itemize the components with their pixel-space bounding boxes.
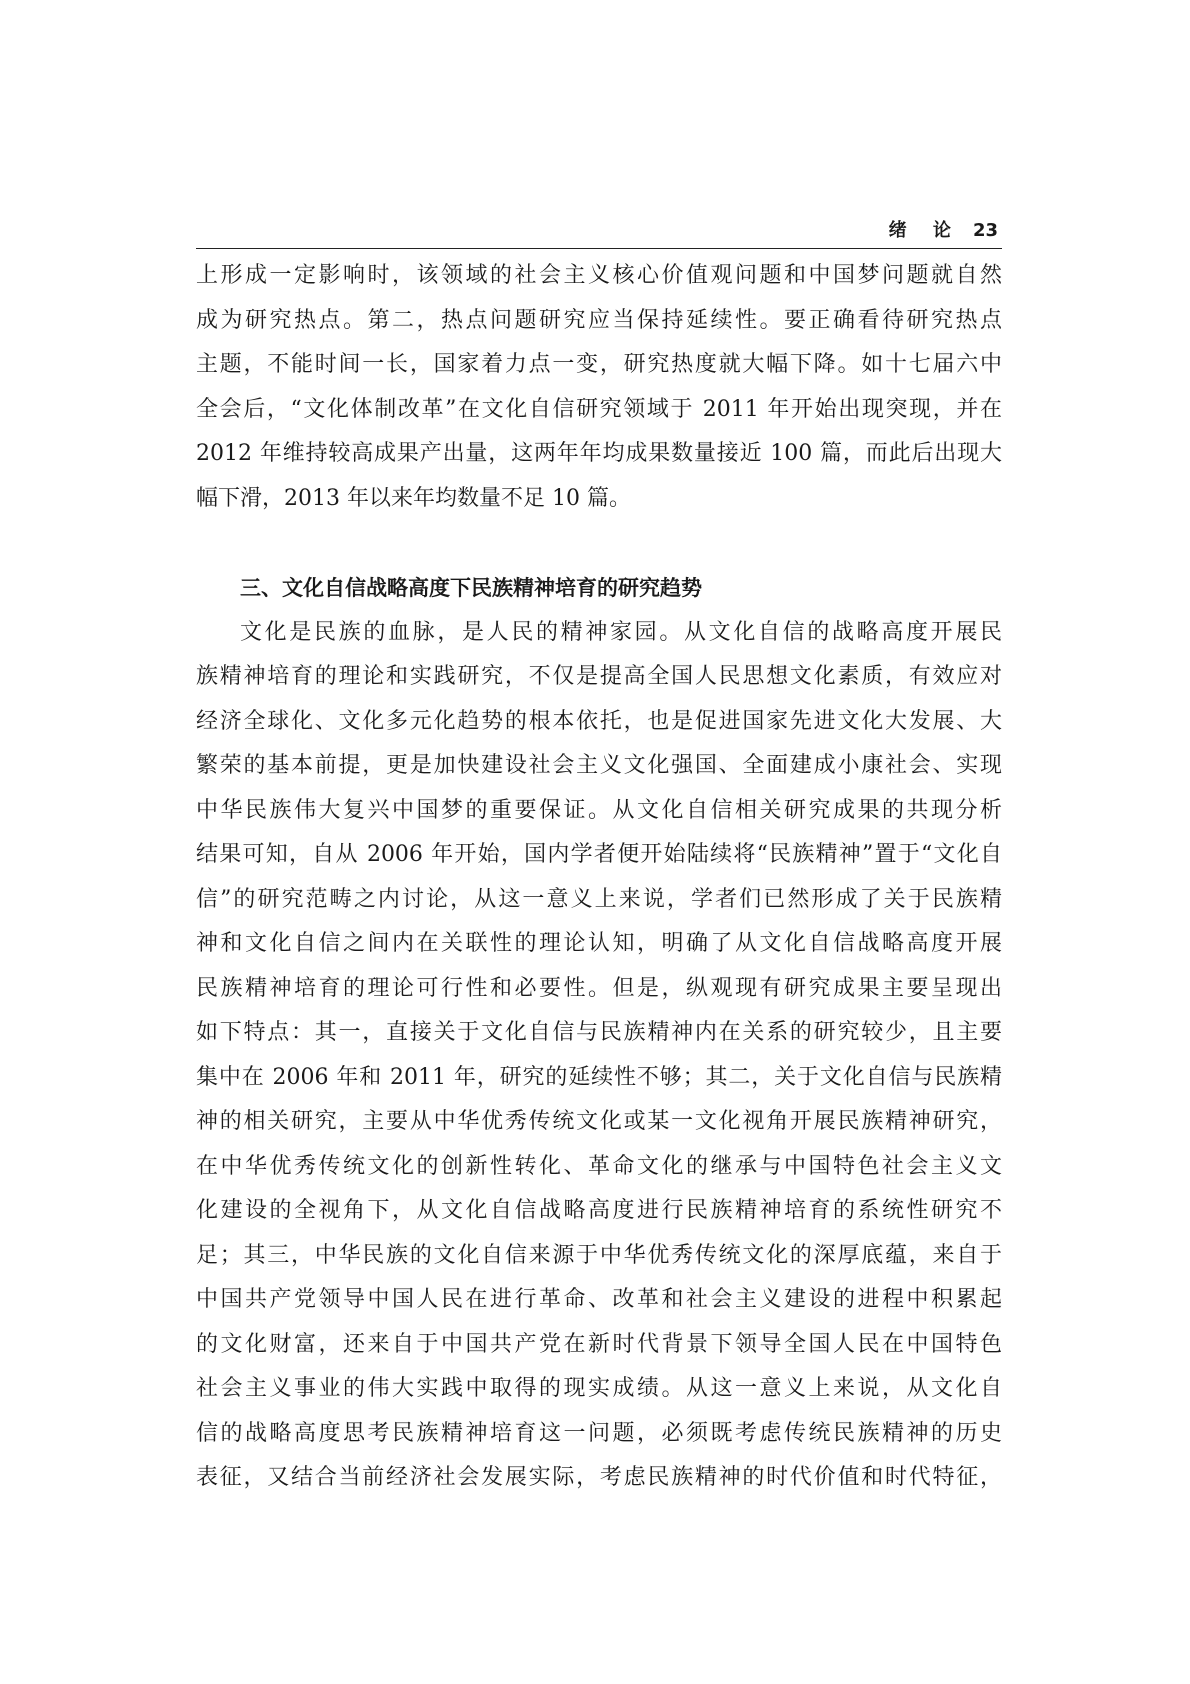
page-number: 23 (972, 220, 998, 241)
paragraph-2 (196, 611, 1002, 1501)
section-spacer (196, 521, 1002, 566)
text-line: 社会主义事业的伟大实践中取得的现实成绩。从这一意义上来说，从文化自 (196, 1376, 1002, 1401)
text-line: 中华民族伟大复兴中国梦的重要保证。从文化自信相关研究成果的共现分析 (196, 797, 1002, 823)
text-line: 族精神培育的理论和实践研究，不仅是提高全国人民思想文化素质，有效应对 (196, 664, 1002, 689)
running-header (196, 214, 1002, 249)
page-body (196, 254, 1002, 1501)
text-line: 成为研究热点。第二，热点问题研究应当保持延续性。要正确看待研究热点 (196, 307, 1002, 333)
text-line: 中国共产党领导中国人民在进行革命、改革和社会主义建设的进程中积累起 (196, 1287, 1002, 1312)
text-line: 上形成一定影响时，该领域的社会主义核心价值观问题和中国梦问题就自然 (196, 263, 1002, 288)
text-line: 幅下滑，2013 年以来年均数量不足 10 篇。 (196, 485, 631, 511)
text-line: 足；其三，中华民族的文化自信来源于中华优秀传统文化的深厚底蕴，来自于 (196, 1242, 1002, 1268)
text-line: 如下特点：其一，直接关于文化自信与民族精神内在关系的研究较少，且主要 (196, 1020, 1002, 1045)
text-line: 繁荣的基本前提，更是加快建设社会主义文化强国、全面建成小康社会、实现 (196, 753, 1002, 778)
text-line: 2012 年维持较高成果产出量，这两年年均成果数量接近 100 篇，而此后出现大 (196, 441, 1002, 466)
text-line: 神和文化自信之间内在关联性的理论认知，明确了从文化自信战略高度开展 (196, 931, 1002, 956)
text-line: 表征，又结合当前经济社会发展实际，考虑民族精神的时代价值和时代特征， (196, 1465, 1002, 1490)
text-line: 在中华优秀传统文化的创新性转化、革命文化的继承与中国特色社会主义文 (196, 1153, 1002, 1179)
text-line: 经济全球化、文化多元化趋势的根本依托，也是促进国家先进文化大发展、大 (196, 708, 1002, 734)
text-line: 民族精神培育的理论可行性和必要性。但是，纵观现有研究成果主要呈现出 (196, 975, 1002, 1001)
text-line: 集中在 2006 年和 2011 年，研究的延续性不够；其二，关于文化自信与民族精 (196, 1064, 1002, 1090)
section-heading: 三、文化自信战略高度下民族精神培育的研究趋势 (240, 576, 702, 600)
text-line: 的文化财富，还来自于中国共产党在新时代背景下领导全国人民在中国特色 (196, 1331, 1002, 1357)
text-line: 结果可知，自从 2006 年开始，国内学者便开始陆续将“民族精神”置于“文化自 (196, 842, 1002, 867)
paragraph-1 (196, 254, 1002, 521)
text-line: 化建设的全视角下，从文化自信战略高度进行民族精神培育的系统性研究不 (196, 1198, 1002, 1223)
chapter-title: 绪 论 (888, 220, 961, 241)
text-line: 全会后，“文化体制改革”在文化自信研究领域于 2011 年开始出现突现，并在 (196, 396, 1002, 422)
text-line: 信的战略高度思考民族精神培育这一问题，必须既考虑传统民族精神的历史 (196, 1420, 1002, 1446)
text-line: 神的相关研究，主要从中华优秀传统文化或某一文化视角开展民族精神研究， (196, 1109, 1002, 1134)
header-right (889, 216, 998, 242)
text-line: 主题，不能时间一长，国家着力点一变，研究热度就大幅下降。如十七届六中 (196, 352, 1002, 377)
text-line: 文化是民族的血脉，是人民的精神家园。从文化自信的战略高度开展民 (240, 619, 1002, 645)
text-line: 信”的研究范畴之内讨论，从这一意义上来说，学者们已然形成了关于民族精 (196, 886, 1002, 912)
